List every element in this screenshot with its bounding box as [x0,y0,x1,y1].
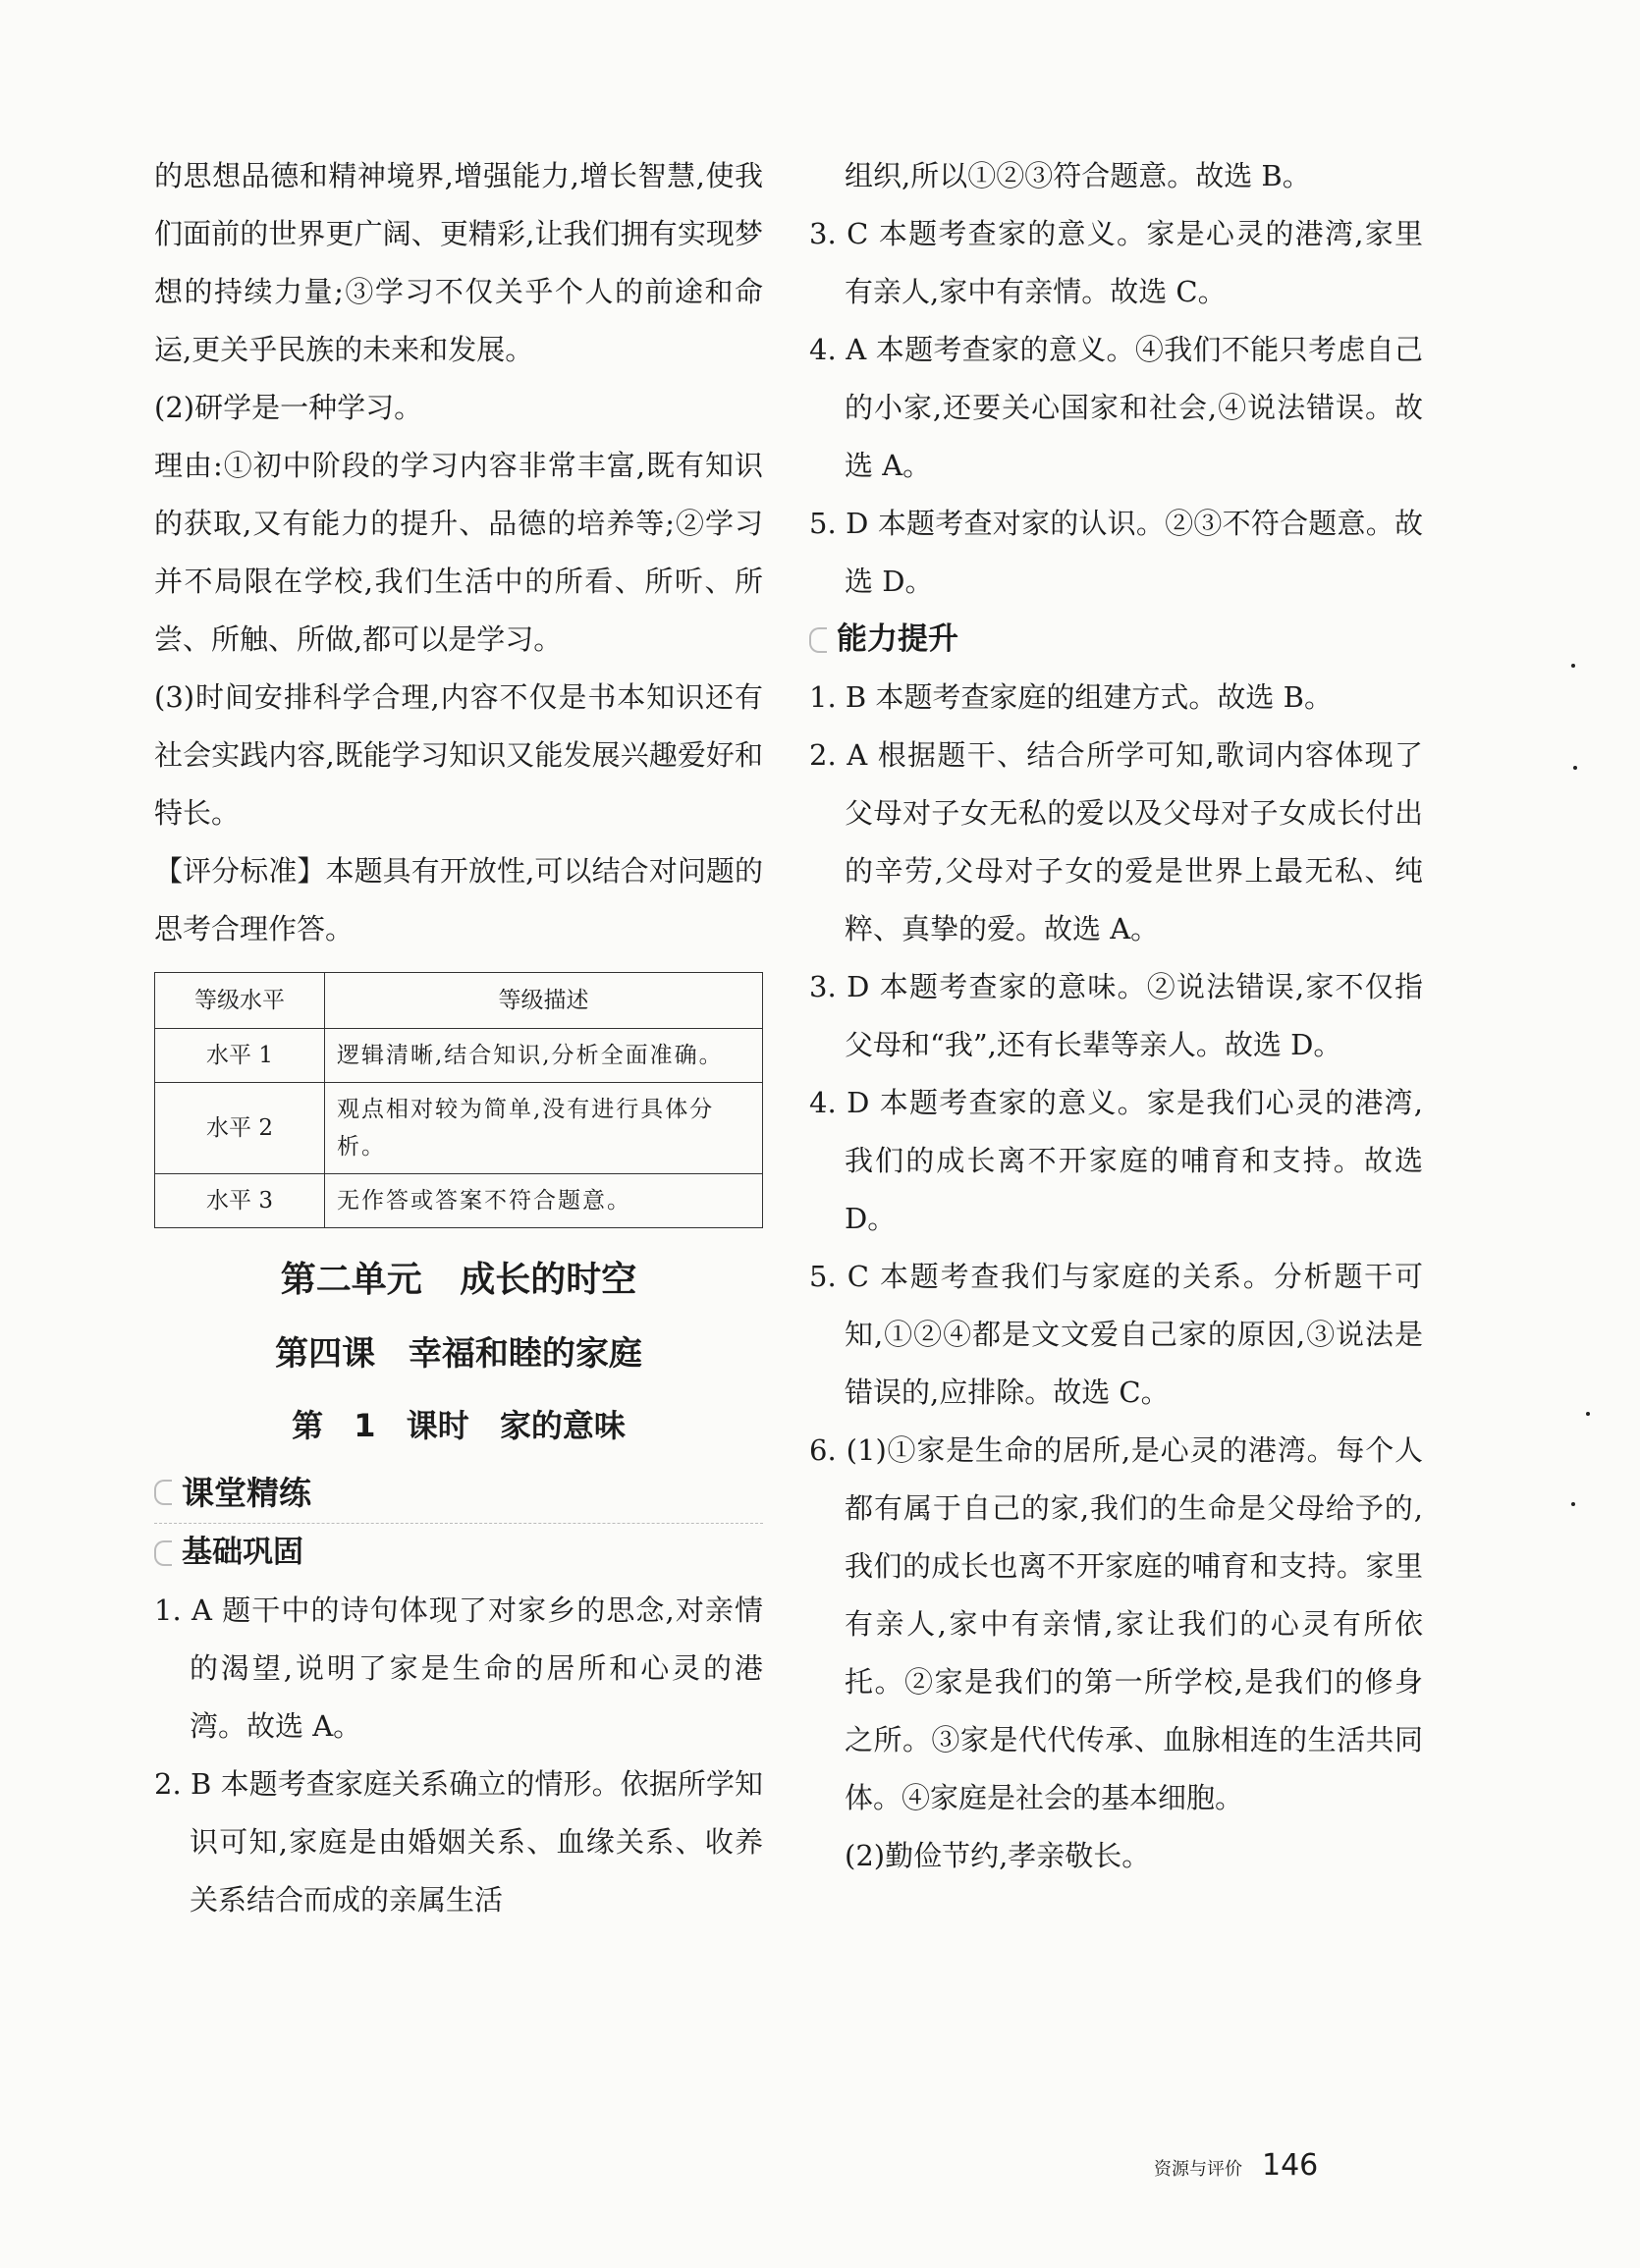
page-footer [1154,2148,1318,2183]
margin-dot [1571,1502,1575,1506]
answer-item: 1. A 题干中的诗句体现了对家乡的思念,对亲情的渴望,说明了家是生命的居所和心灵的港湾。故选 A。 [154,1593,763,1743]
answer-item: 3. D 本题考查家的意味。②说法错误,家不仅指父母和“我”,还有长辈等亲人。故选 D。 [809,970,1423,1061]
scoring-standard: 【评分标准】本题具有开放性,可以结合对问题的思考合理作答。 [154,854,763,945]
table-cell-level: 水平 1 [155,1029,325,1083]
table-cell-desc: 无作答或答案不符合题意。 [325,1174,763,1228]
answer-item: 2. B 本题考查家庭关系确立的情形。依据所学知识可知,家庭是由婚姻关系、血缘关系、收养关系结合而成的亲属生活 [154,1767,763,1917]
leaf-icon [809,627,827,653]
answer-item: 6. (1)①家是生命的居所,是心灵的港湾。每个人都有属于自己的家,我们的生命是父母给予的,我们的成长也离不开家庭的哺育和支持。家里有亲人,家中有亲情,家让我们的心灵有所依托。②家是我们的第一所学校,是我们的修身之所。③家是代代传承、血脉相连的生活共同体。④家庭是社会的基本细胞。 [809,1433,1423,1814]
answer-item: 2. A 根据题干、结合所学可知,歌词内容体现了父母对子女无私的爱以及父母对子女成长付出的辛劳,父母对子女的爱是世界上最无私、纯粹、真挚的爱。故选 A。 [809,738,1423,945]
table-cell-desc: 逻辑清晰,结合知识,分析全面准确。 [325,1029,763,1083]
footer-label: 资源与评价 [1154,2159,1242,2180]
section-heading-ability [809,611,1423,669]
continued-text: 组织,所以①②③符合题意。故选 B。 [845,159,1311,192]
leaf-icon [154,1540,172,1566]
table-row [155,1174,763,1228]
left-column [154,147,763,1929]
answer-subitem: (2)勤俭节约,孝亲敬长。 [845,1839,1151,1872]
answer-item: 4. A 本题考查家的意义。④我们不能只考虑自己的小家,还要关心国家和社会,④说法错误。故选 A。 [809,333,1423,482]
table-header-level: 等级水平 [155,973,325,1029]
paragraph: 理由:①初中阶段的学习内容非常丰富,既有知识的获取,又有能力的提升、品德的培养等;②学习并不局限在学校,我们生活中的所看、所听、所尝、所触、所做,都可以是学习。 [154,449,763,656]
leaf-icon [154,1480,172,1505]
table-row [155,1083,763,1174]
answer-item: 3. C 本题考查家的意义。家是心灵的港湾,家里有亲人,家中有亲情。故选 C。 [809,217,1423,308]
section-label: 基础巩固 [182,1535,303,1570]
table-row [155,1029,763,1083]
section-heading-basic [154,1524,763,1582]
section-heading-class [154,1462,763,1524]
answer-item: 1. B 本题考查家庭的组建方式。故选 B。 [809,680,1333,714]
table-cell-level: 水平 2 [155,1083,325,1174]
table-cell-level: 水平 3 [155,1174,325,1228]
table-cell-desc: 观点相对较为简单,没有进行具体分析。 [325,1083,763,1174]
paragraph: (3)时间安排科学合理,内容不仅是书本知识还有社会实践内容,既能学习知识又能发展兴趣爱好和特长。 [154,680,763,830]
paragraph: 的思想品德和精神境界,增强能力,增长智慧,使我们面前的世界更广阔、更精彩,让我们拥有实现梦想的持续力量;③学习不仅关乎个人的前途和命运,更关乎民族的未来和发展。 [154,159,763,366]
paragraph: (2)研学是一种学习。 [154,391,423,424]
section-label: 能力提升 [837,621,958,657]
lesson-title: 第四课 幸福和睦的家庭 [275,1334,642,1374]
answer-item: 4. D 本题考查家的意义。家是我们心灵的港湾,我们的成长离不开家庭的哺育和支持。故选 D。 [809,1086,1423,1235]
grading-table [154,972,763,1228]
section-label: 课堂精练 [182,1473,311,1512]
margin-dot [1586,1412,1590,1416]
unit-title: 第二单元 成长的时空 [280,1260,637,1300]
answer-item: 5. C 本题考查我们与家庭的关系。分析题干可知,①②④都是文文爱自己家的原因,③说法是错误的,应排除。故选 C。 [809,1260,1423,1409]
period-title: 第 1 课时 家的意味 [292,1407,626,1444]
margin-dot [1573,766,1577,770]
right-column [809,147,1423,1885]
answer-item: 5. D 本题考查对家的认识。②③不符合题意。故选 D。 [809,507,1423,598]
page-number: 146 [1262,2148,1319,2183]
table-header-row [155,973,763,1029]
table-header-desc: 等级描述 [325,973,763,1029]
margin-dot [1571,664,1575,668]
